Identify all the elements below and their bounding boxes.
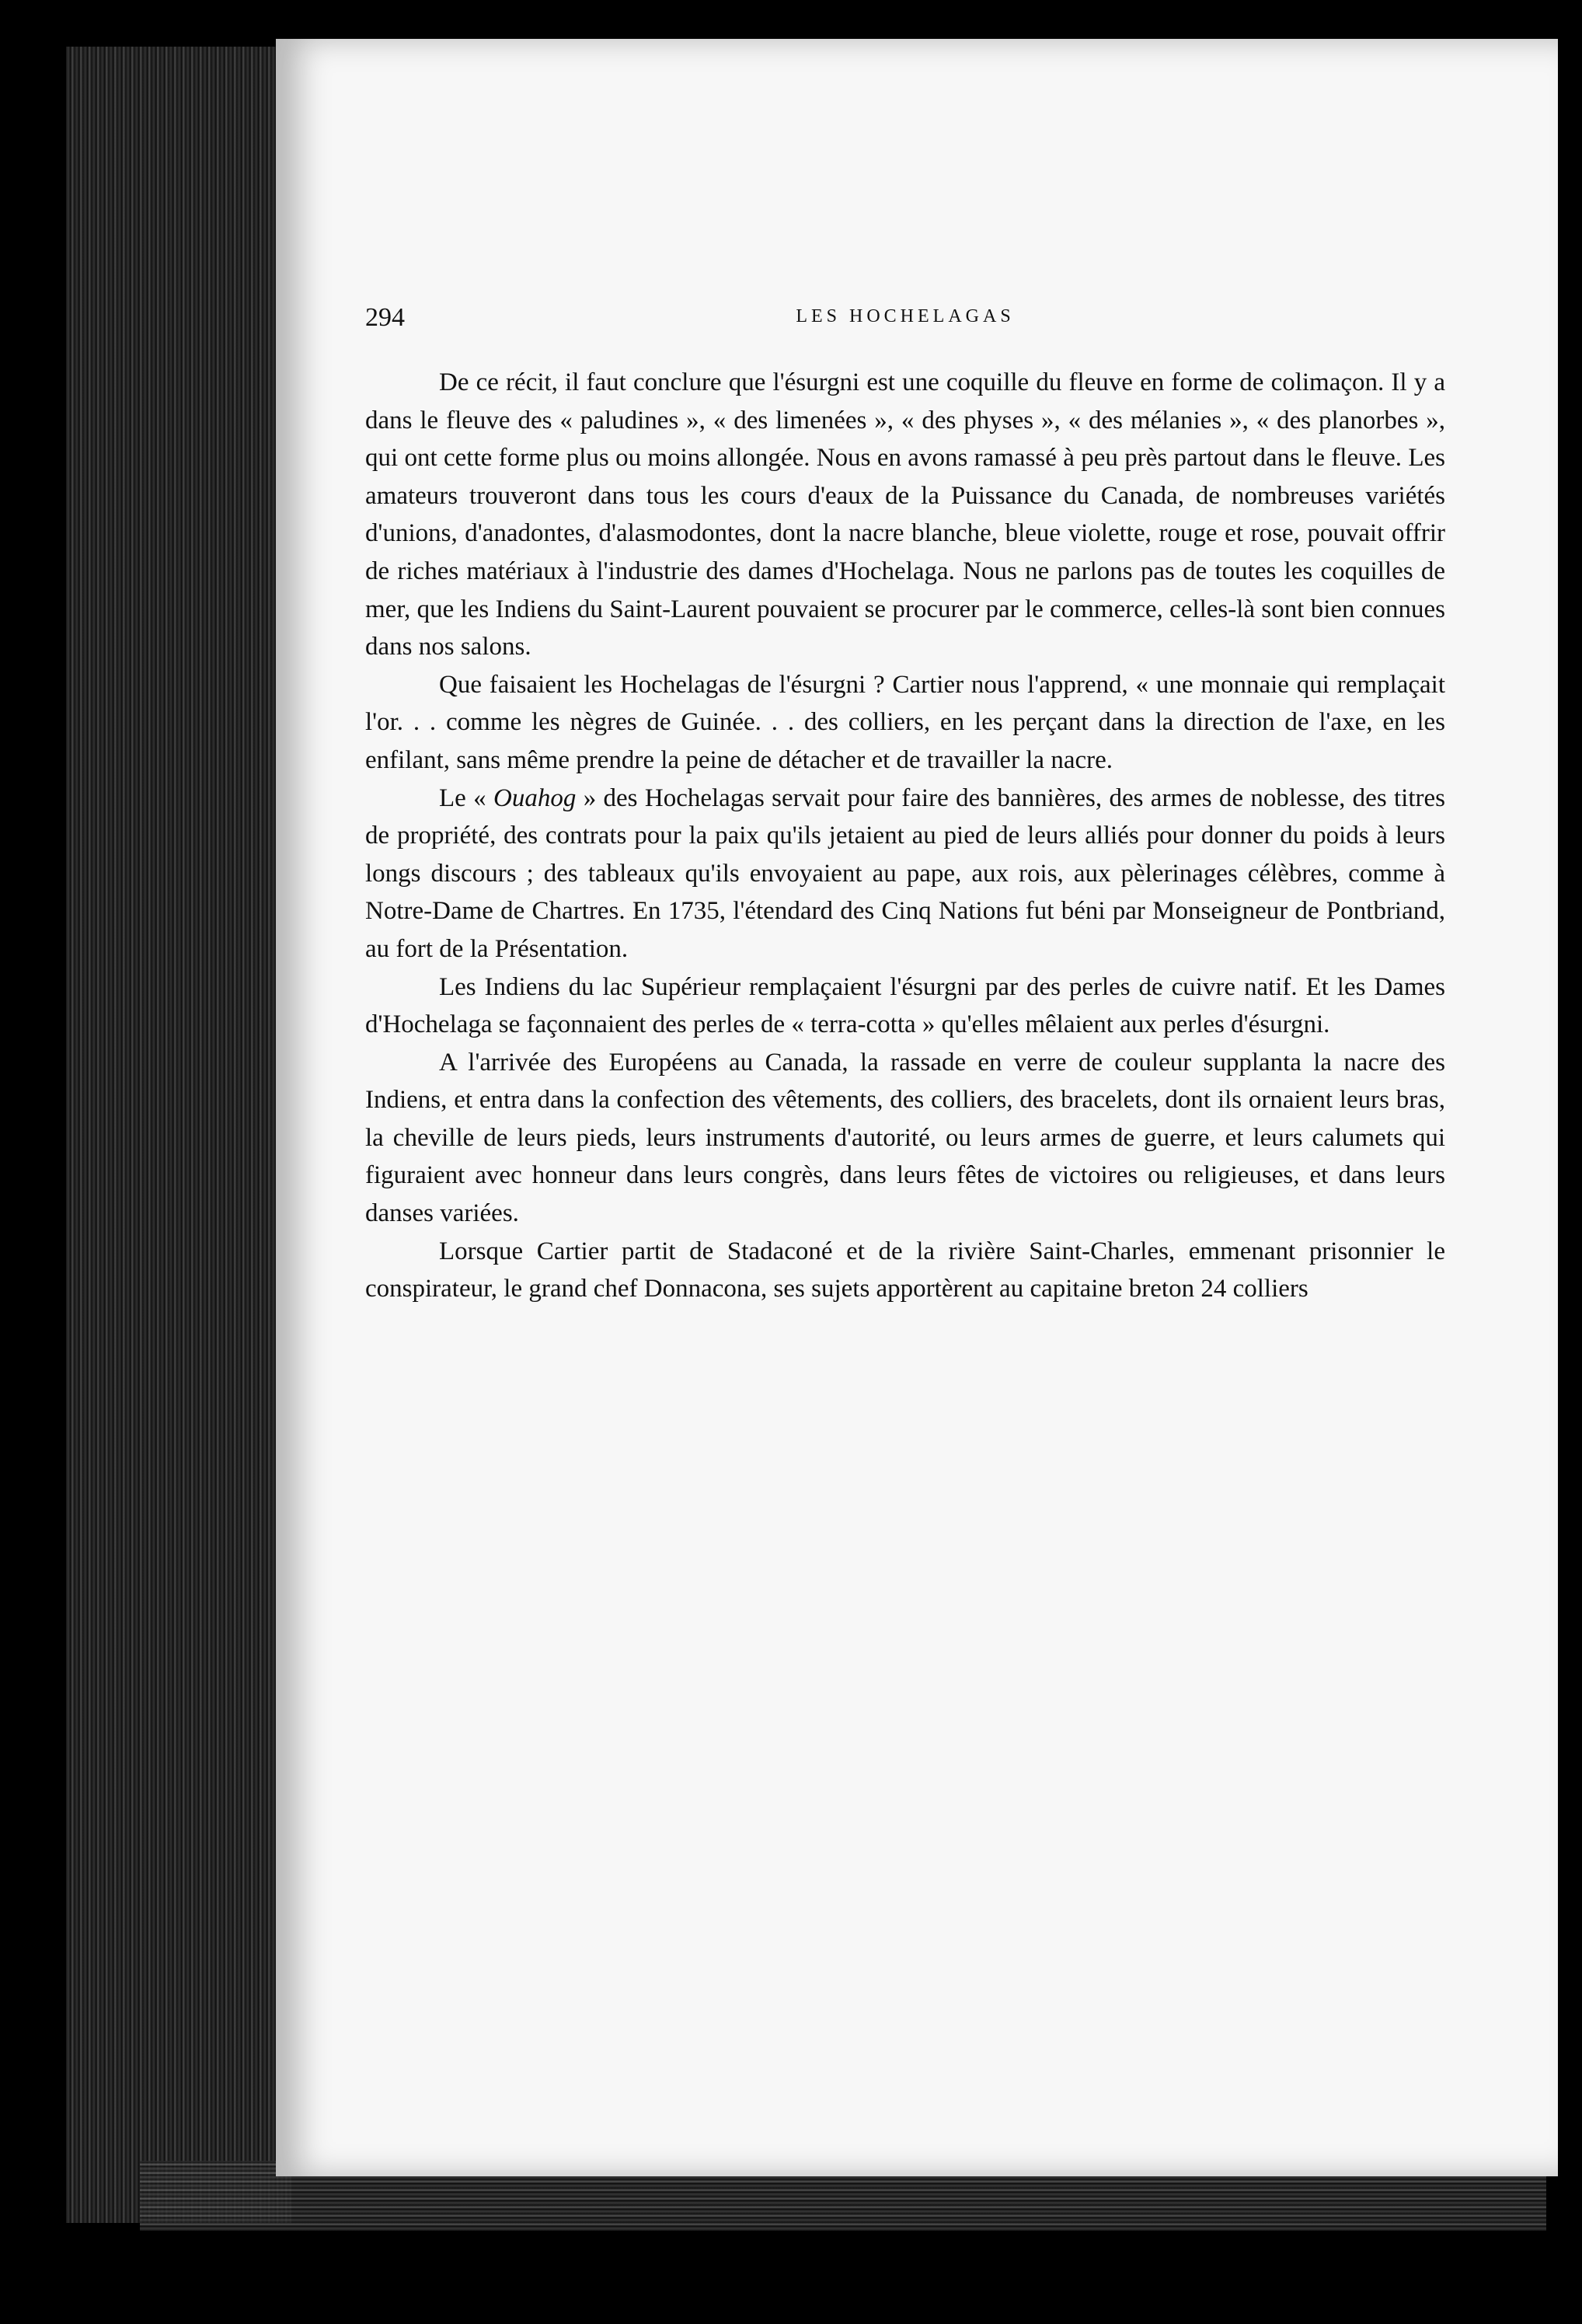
paragraph-3 xyxy=(365,780,1445,968)
ouahog-term: Ouahog xyxy=(493,783,577,812)
paragraph-3-rest: » des Hochelagas servait pour faire des bannières, des armes de noblesse, des titres de propriété, des contrats pour la paix qu'ils jetaient au pied de leurs alliés pour donner du poids à leurs longs discours ; des tableaux qu'ils envoyaient au pape, aux rois, aux pèlerinages célèbres, comme à Notre-Dame de Chartres. En 1735, l'étendard des Cinq Nations fut béni par Monseigneur de Pontbriand, au fort de la Présentation. xyxy=(365,783,1445,963)
running-head xyxy=(365,303,1445,342)
paragraph-6: Lorsque Cartier partit de Stadaconé et de la rivière Saint-Charles, emmenant prisonnier le conspirateur, le grand chef Donnacona, ses sujets apportèrent au capitaine breton 24 colliers xyxy=(365,1237,1445,1303)
page-number: 294 xyxy=(365,303,405,332)
page-content xyxy=(365,303,1445,1308)
book-page-edges xyxy=(66,47,291,2223)
paragraph-1: De ce récit, il faut conclure que l'ésurgni est une coquille du fleuve en forme de colimaçon. Il y a dans le fleuve des « paludines », « des limenées », « des physes », « des mélanies », « des planorbes », qui ont cette forme plus ou moins allongée. Nous en avons ramassé à peu près partout dans le fleuve. Les amateurs trouveront dans tous les cours d'eaux de la Puissance du Canada, de nombreuses variétés d'unions, d'anadontes, d'alasmodontes, dont la nacre blanche, bleue violette, rouge et rose, pouvait offrir de riches matériaux à l'industrie des dames d'Hochelaga. Nous ne parlons pas de toutes les coquilles de mer, que les Indiens du Saint-Laurent pouvaient se procurer par le commerce, celles-là sont bien connues dans nos salons. xyxy=(365,368,1445,661)
running-title: LES HOCHELAGAS xyxy=(796,306,1015,326)
paragraph-4: Les Indiens du lac Supérieur remplaçaient l'ésurgni par des perles de cuivre natif. Et les Dames d'Hochelaga se façonnaient des perles de « terra-cotta » qu'elles mêlaient aux perles d'ésurgni. xyxy=(365,972,1445,1039)
paragraph-2: Que faisaient les Hochelagas de l'ésurgni ? Cartier nous l'apprend, « une monnaie qui remplaçait l'or. . . comme les nègres de Guinée. . . des colliers, en les perçant dans la direction de l'axe, en les enfilant, sans même prendre la peine de détacher et de travailler la nacre. xyxy=(365,670,1445,774)
paragraph-5: A l'arrivée des Européens au Canada, la rassade en verre de couleur supplanta la nacre des Indiens, et entra dans la confection des vêtements, des colliers, des bracelets, dont ils ornaient leurs bras, la cheville de leurs pieds, leurs instruments d'autorité, ou leurs armes de guerre, et leurs calumets qui figuraient avec honneur dans leurs congrès, dans leurs fêtes de victoires ou religieuses, et dans leurs danses variées. xyxy=(365,1048,1445,1228)
paragraph-3-start: Le « xyxy=(439,783,493,812)
